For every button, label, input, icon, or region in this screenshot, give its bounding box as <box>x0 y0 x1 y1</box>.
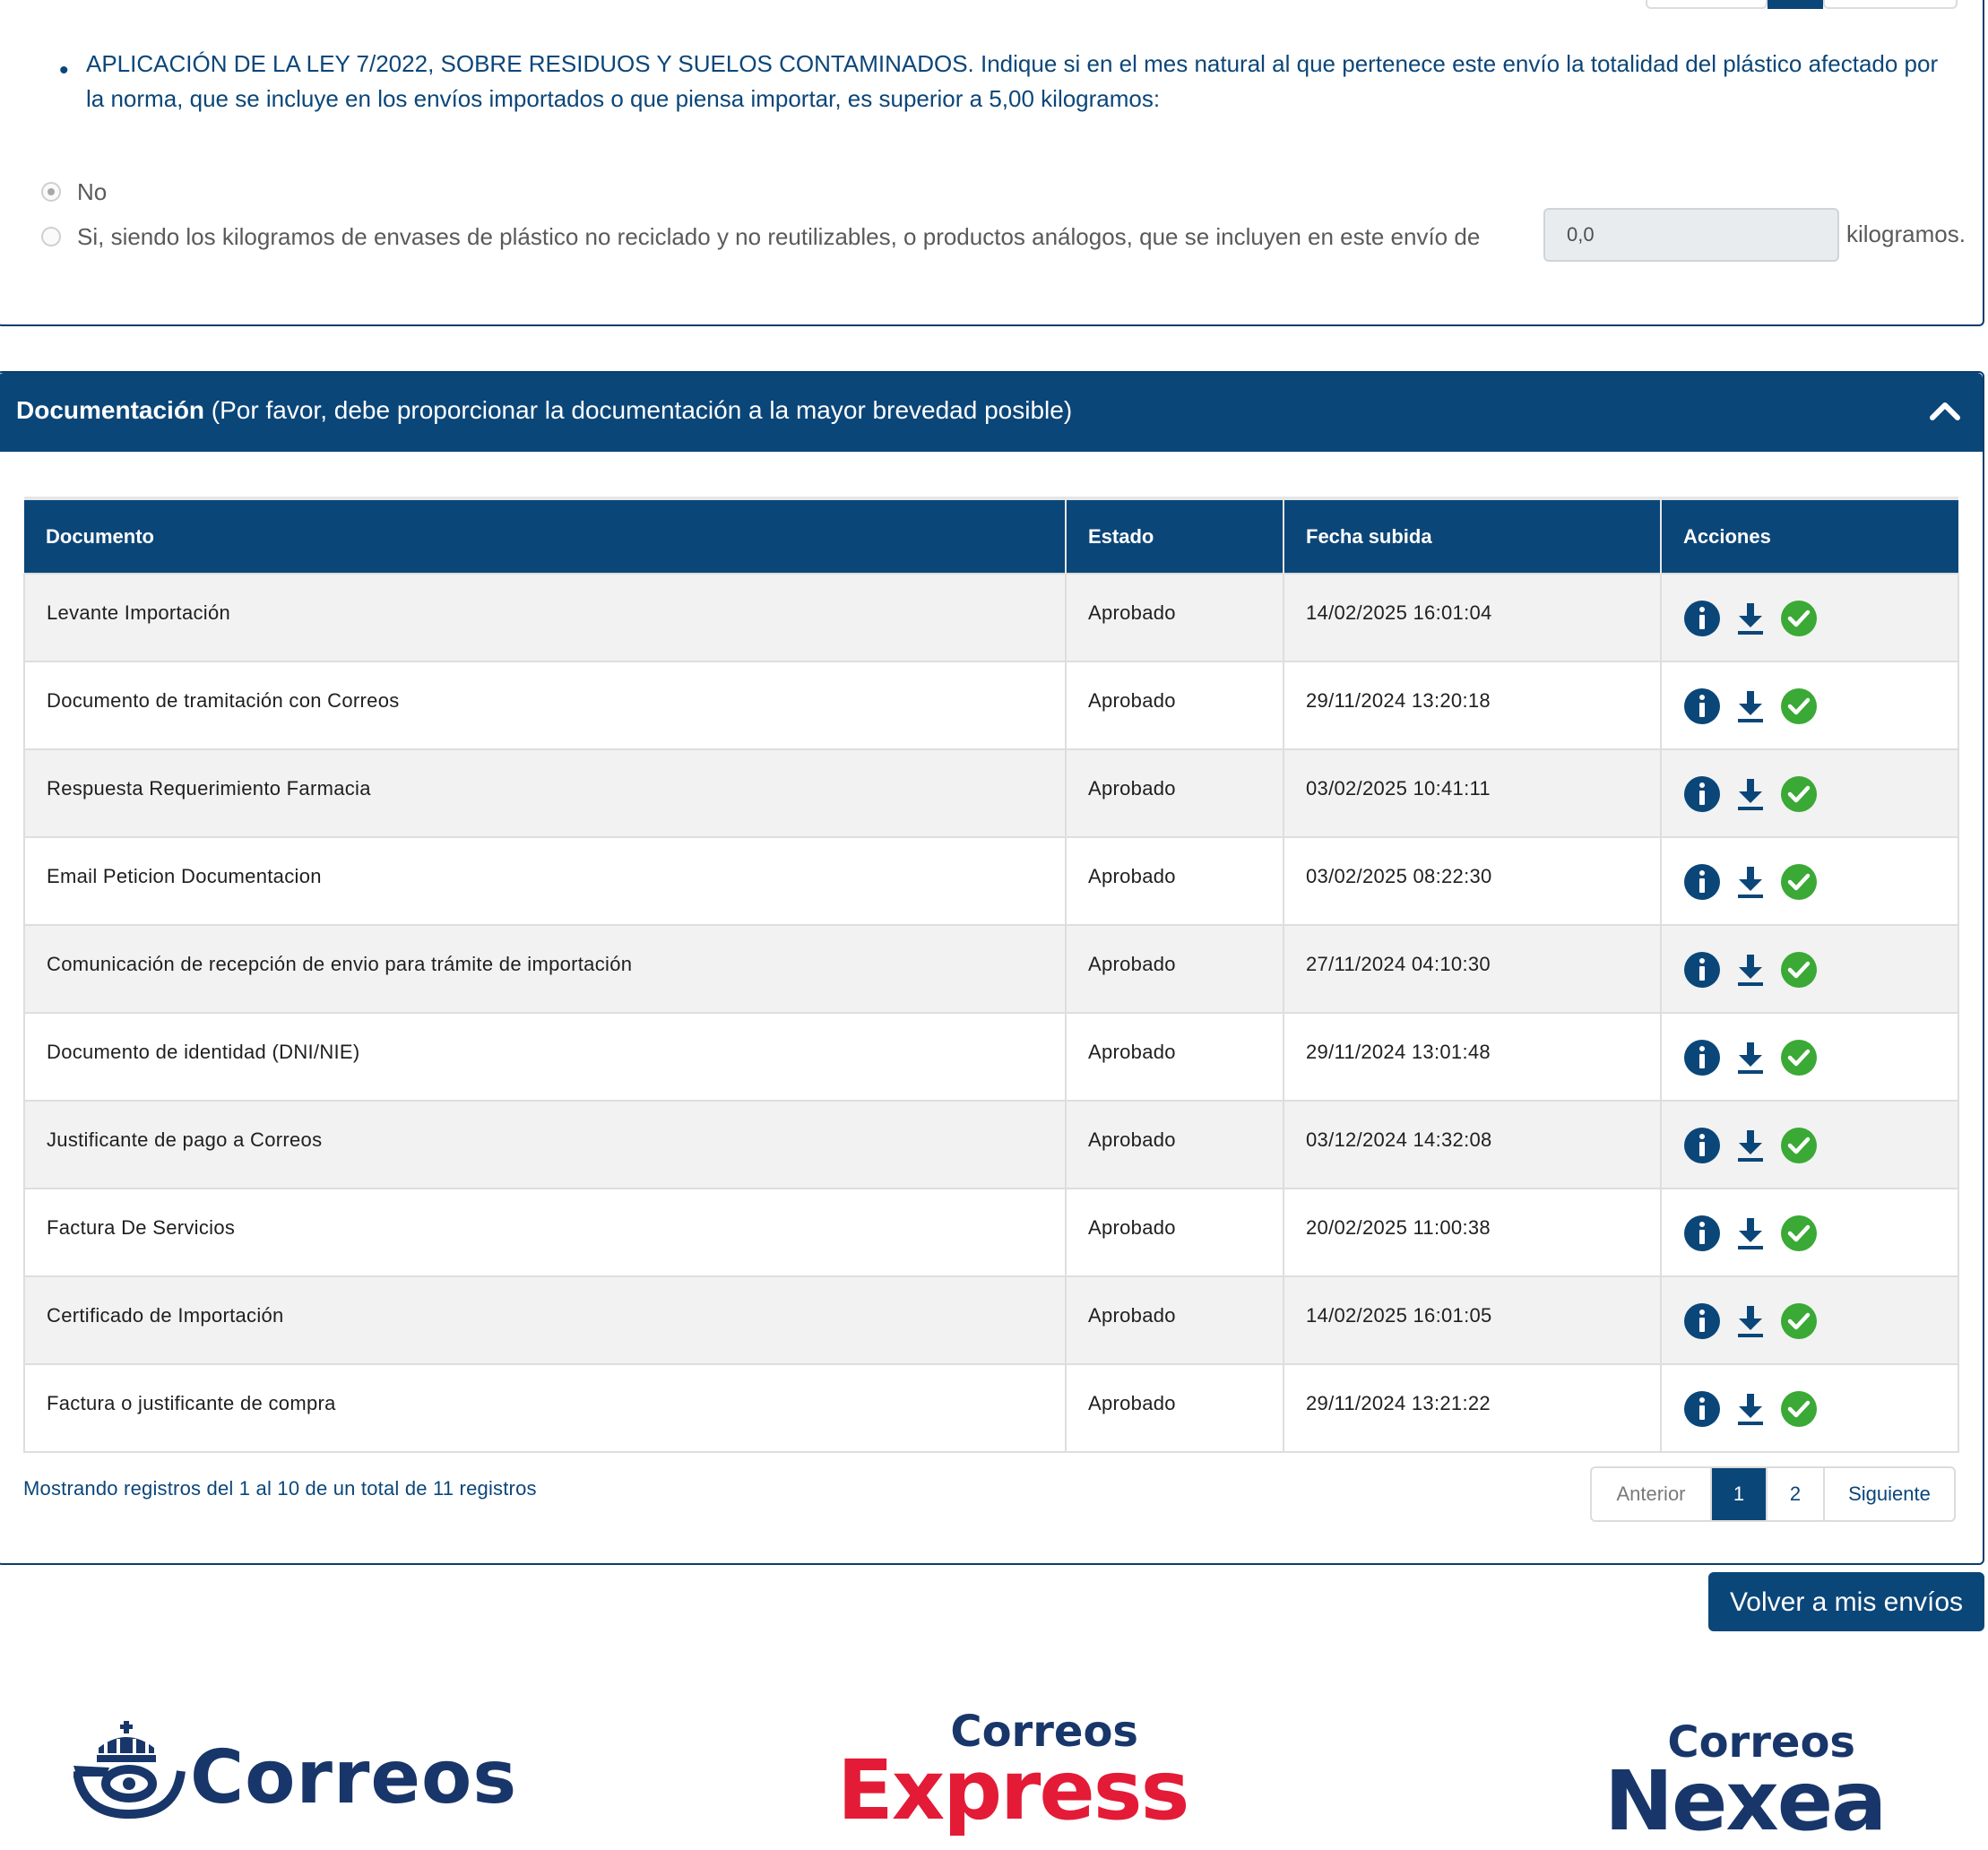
tab-fragment-prev <box>1646 0 1768 9</box>
column-header-acciones: Acciones <box>1661 498 1958 574</box>
approved-check-icon <box>1780 863 1818 901</box>
table-header-row <box>24 498 1958 574</box>
cell-documento: Documento de tramitación con Correos <box>24 661 1066 749</box>
cell-documento: Respuesta Requerimiento Farmacia <box>24 749 1066 837</box>
approved-check-icon <box>1780 1302 1818 1340</box>
table-row <box>24 661 1958 749</box>
cell-acciones <box>1661 1013 1958 1101</box>
download-icon[interactable] <box>1732 1390 1769 1428</box>
correos-crown-horn-icon <box>73 1721 186 1821</box>
option-yes-row[interactable] <box>41 219 1480 255</box>
cell-fecha: 27/11/2024 04:10:30 <box>1284 925 1661 1013</box>
row-actions <box>1683 1213 1958 1252</box>
row-actions <box>1683 774 1958 813</box>
documentation-title-note: (Por favor, debe proporcionar la documentación a la mayor brevedad posible) <box>204 396 1073 424</box>
cell-acciones <box>1661 1364 1958 1452</box>
documentation-header[interactable] <box>0 373 1983 452</box>
cell-fecha: 03/02/2025 10:41:11 <box>1284 749 1661 837</box>
cell-fecha: 03/02/2025 08:22:30 <box>1284 837 1661 925</box>
approved-check-icon <box>1780 600 1818 637</box>
option-yes-label: Si, siendo los kilogramos de envases de plástico no reciclado y no reutilizables, o productos análogos, que se incluyen en este envío de <box>77 222 1481 250</box>
option-no-label: No <box>77 177 108 205</box>
cell-documento: Factura De Servicios <box>24 1189 1066 1276</box>
cell-acciones <box>1661 1189 1958 1276</box>
info-icon[interactable] <box>1683 1039 1721 1076</box>
pagination <box>1590 1466 1956 1522</box>
express-logo-main: Express <box>837 1742 1188 1838</box>
correos-logo-text: Correos <box>190 1735 518 1820</box>
row-actions <box>1683 1037 1958 1076</box>
info-icon[interactable] <box>1683 1390 1721 1428</box>
row-actions <box>1683 861 1958 901</box>
column-header-documento[interactable]: Documento <box>24 498 1066 574</box>
table-row <box>24 1013 1958 1101</box>
plastic-law-card <box>0 0 1984 326</box>
download-icon[interactable] <box>1732 1215 1769 1252</box>
correos-express-logo[interactable] <box>837 1707 1188 1841</box>
download-icon[interactable] <box>1732 1039 1769 1076</box>
pagination-page-1[interactable]: 1 <box>1712 1468 1768 1520</box>
option-no-row[interactable] <box>41 174 107 210</box>
back-to-shipments-button[interactable]: Volver a mis envíos <box>1708 1572 1984 1631</box>
row-actions <box>1683 1388 1958 1428</box>
cell-fecha: 29/11/2024 13:21:22 <box>1284 1364 1661 1452</box>
chevron-up-icon[interactable] <box>1927 393 1963 428</box>
pagination-prev[interactable]: Anterior <box>1592 1468 1712 1520</box>
table-row <box>24 1101 1958 1189</box>
bullet: • <box>59 56 69 85</box>
approved-check-icon <box>1780 1127 1818 1164</box>
cell-acciones <box>1661 1101 1958 1189</box>
row-actions <box>1683 1125 1958 1164</box>
cell-documento: Factura o justificante de compra <box>24 1364 1066 1452</box>
info-icon[interactable] <box>1683 600 1721 637</box>
column-header-fecha[interactable]: Fecha subida <box>1284 498 1661 574</box>
nexea-logo-main: Nexea <box>1604 1753 1886 1849</box>
plastic-law-question: APLICACIÓN DE LA LEY 7/2022, SOBRE RESIDUOS Y SUELOS CONTAMINADOS. Indique si en el mes natural al que pertenece este envío la totalidad del plástico afectado por la norma, que se incluye en los envíos importados o que piensa importar, es superior a 5,00 kilogramos: <box>86 50 1939 112</box>
download-icon[interactable] <box>1732 775 1769 813</box>
cell-acciones <box>1661 1276 1958 1364</box>
download-icon[interactable] <box>1732 951 1769 989</box>
cell-acciones <box>1661 749 1958 837</box>
info-icon[interactable] <box>1683 1215 1721 1252</box>
cell-estado: Aprobado <box>1066 661 1284 749</box>
cell-acciones <box>1661 574 1958 661</box>
download-icon[interactable] <box>1732 687 1769 725</box>
documentation-title <box>16 393 1072 428</box>
cell-documento: Comunicación de recepción de envio para trámite de importación <box>24 925 1066 1013</box>
cell-estado: Aprobado <box>1066 574 1284 661</box>
cell-documento: Email Peticion Documentacion <box>24 837 1066 925</box>
approved-check-icon <box>1780 687 1818 725</box>
info-icon[interactable] <box>1683 775 1721 813</box>
cell-documento: Documento de identidad (DNI/NIE) <box>24 1013 1066 1101</box>
cell-acciones <box>1661 661 1958 749</box>
cell-documento: Certificado de Importación <box>24 1276 1066 1364</box>
row-actions <box>1683 1301 1958 1340</box>
table-row <box>24 925 1958 1013</box>
cell-fecha: 29/11/2024 13:20:18 <box>1284 661 1661 749</box>
cell-estado: Aprobado <box>1066 1364 1284 1452</box>
column-header-estado[interactable]: Estado <box>1066 498 1284 574</box>
pagination-page-2[interactable]: 2 <box>1768 1468 1825 1520</box>
express-logo-top: Correos <box>950 1707 1138 1757</box>
documentation-card <box>0 371 1984 1565</box>
radio-no[interactable] <box>41 182 61 202</box>
info-icon[interactable] <box>1683 1127 1721 1164</box>
radio-yes[interactable] <box>41 227 61 246</box>
download-icon[interactable] <box>1732 1302 1769 1340</box>
cell-estado: Aprobado <box>1066 1013 1284 1101</box>
documents-table <box>23 497 1959 1453</box>
cell-fecha: 03/12/2024 14:32:08 <box>1284 1101 1661 1189</box>
documentation-title-bold: Documentación <box>16 396 205 424</box>
table-row <box>24 1276 1958 1364</box>
download-icon[interactable] <box>1732 1127 1769 1164</box>
info-icon[interactable] <box>1683 1302 1721 1340</box>
tab-fragment-current <box>1768 0 1823 9</box>
table-row <box>24 1189 1958 1276</box>
cell-documento: Levante Importación <box>24 574 1066 661</box>
cell-estado: Aprobado <box>1066 837 1284 925</box>
nexea-logo-top: Correos <box>1667 1717 1855 1768</box>
pagination-next[interactable]: Siguiente <box>1848 1483 1931 1505</box>
row-actions <box>1683 949 1958 989</box>
cell-acciones <box>1661 837 1958 925</box>
approved-check-icon <box>1780 1039 1818 1076</box>
info-icon[interactable] <box>1683 863 1721 901</box>
approved-check-icon <box>1780 1390 1818 1428</box>
table-row <box>24 574 1958 661</box>
download-icon[interactable] <box>1732 863 1769 901</box>
cell-estado: Aprobado <box>1066 749 1284 837</box>
records-summary: Mostrando registros del 1 al 10 de un total de 11 registros <box>23 1477 537 1500</box>
kilograms-suffix: kilogramos. <box>1846 220 1966 247</box>
cell-fecha: 14/02/2025 16:01:05 <box>1284 1276 1661 1364</box>
top-pagination-fragment <box>1646 0 1988 9</box>
approved-check-icon <box>1780 951 1818 989</box>
correos-logo[interactable] <box>73 1721 518 1828</box>
table-row <box>24 1364 1958 1452</box>
cell-fecha: 29/11/2024 13:01:48 <box>1284 1013 1661 1101</box>
cell-estado: Aprobado <box>1066 1276 1284 1364</box>
table-row <box>24 749 1958 837</box>
kilograms-input[interactable] <box>1543 208 1839 262</box>
info-icon[interactable] <box>1683 687 1721 725</box>
row-actions <box>1683 598 1958 637</box>
cell-documento: Justificante de pago a Correos <box>24 1101 1066 1189</box>
row-actions <box>1683 686 1958 725</box>
cell-estado: Aprobado <box>1066 925 1284 1013</box>
correos-nexea-logo[interactable] <box>1604 1716 1886 1849</box>
cell-fecha: 14/02/2025 16:01:04 <box>1284 574 1661 661</box>
cell-estado: Aprobado <box>1066 1101 1284 1189</box>
cell-acciones <box>1661 925 1958 1013</box>
documents-table-wrapper <box>23 497 1958 1453</box>
cell-estado: Aprobado <box>1066 1189 1284 1276</box>
cell-fecha: 20/02/2025 11:00:38 <box>1284 1189 1661 1276</box>
info-icon[interactable] <box>1683 951 1721 989</box>
download-icon[interactable] <box>1732 600 1769 637</box>
approved-check-icon <box>1780 775 1818 813</box>
tab-fragment-next <box>1823 0 1958 9</box>
table-row <box>24 837 1958 925</box>
approved-check-icon <box>1780 1215 1818 1252</box>
